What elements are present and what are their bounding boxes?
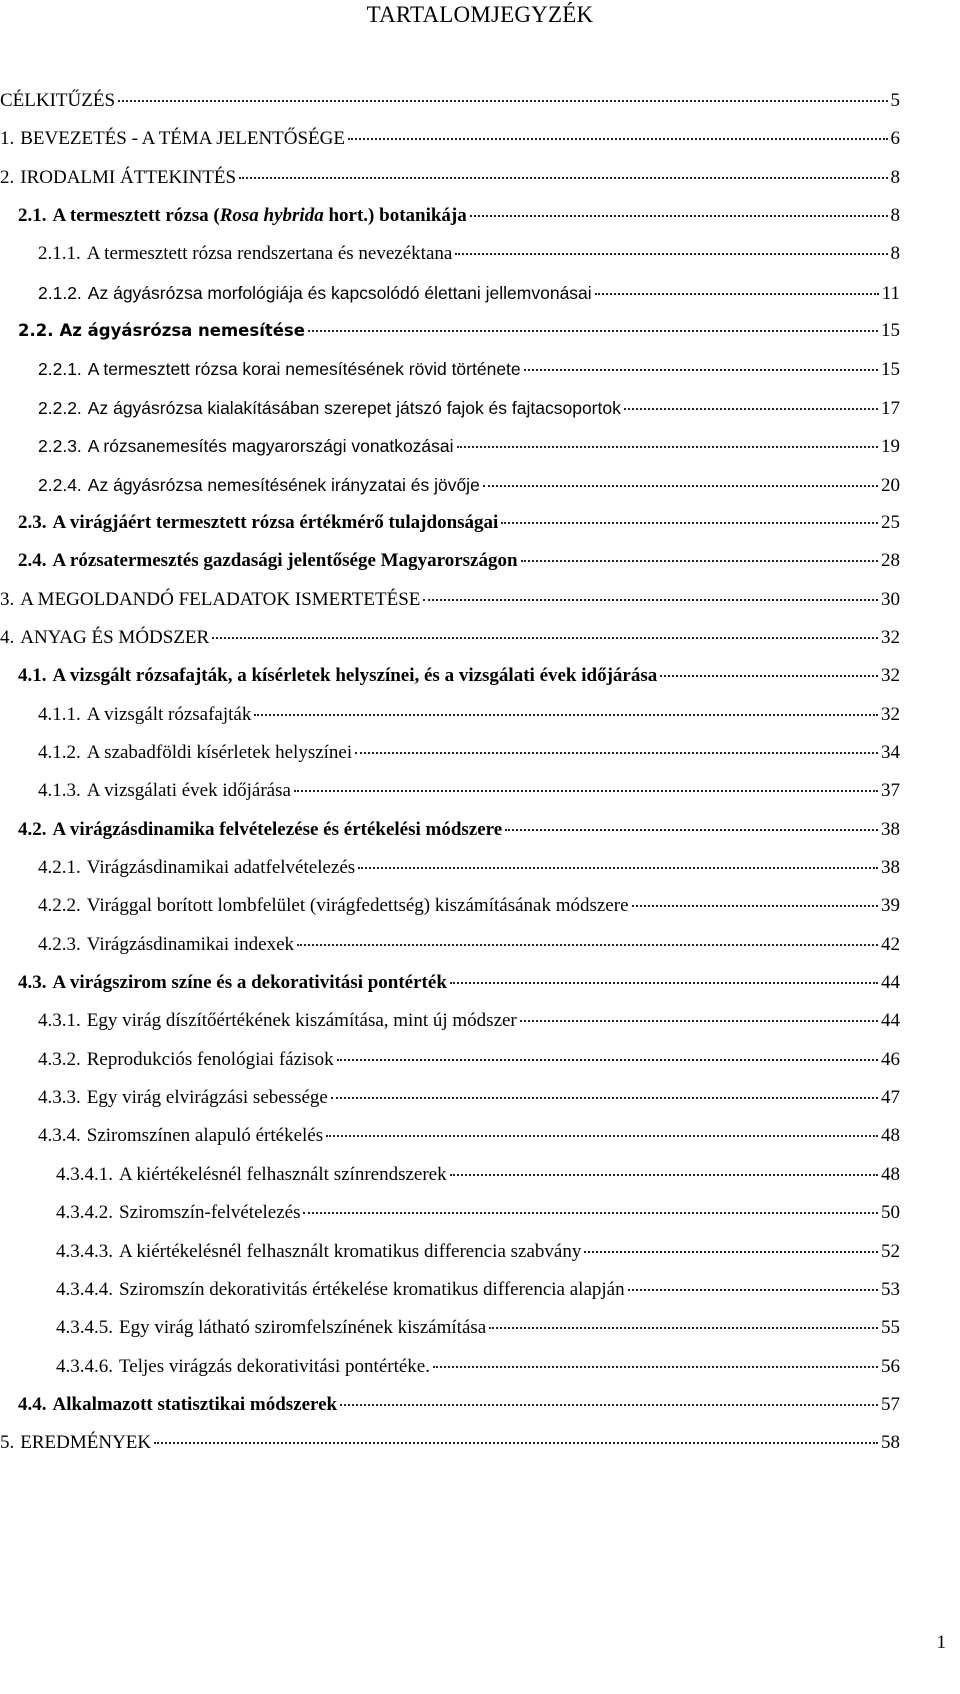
toc-entry[interactable] [0,1430,900,1456]
toc-entry-title: Sziromszínen alapuló értékelés [86,1125,324,1147]
dot-leader [470,215,888,217]
toc-entry[interactable] [38,395,900,421]
toc-entry-number: 4.4. [18,1393,47,1415]
toc-entry-page: 11 [881,282,900,304]
toc-entry-number: 2.1.1. [38,243,81,265]
toc-entry[interactable] [38,855,900,881]
toc-entry-number: 2.1.2. [38,282,82,303]
toc-entry-page: 58 [881,1432,900,1454]
dot-leader [489,1327,878,1329]
toc-entry-title: Egy virág elvirágzási sebessége [86,1087,328,1109]
toc-entry-number: 4.1.1. [38,703,81,725]
toc-entry[interactable] [38,778,900,804]
toc-entry-title: Alkalmazott statisztikai módszerek [52,1393,338,1415]
toc-entry-number: 4.2.3. [38,933,81,955]
page-title: TARTALOMJEGYZÉK [366,2,594,27]
toc-entry-title: A MEGOLDANDÓ FELADATOK ISMERTETÉSE [20,588,421,610]
dot-leader [294,790,878,792]
dot-leader [520,1020,878,1022]
dot-leader [254,714,878,716]
toc-entry-title: A virágzásdinamika felvételezése és értékelési módszere [52,818,503,840]
dot-leader [660,675,878,677]
toc-entry-page: 48 [881,1125,900,1147]
toc-entry[interactable] [0,165,900,191]
dot-leader [358,867,878,869]
toc-entry[interactable] [38,356,900,382]
dot-leader [501,522,878,524]
toc-entry-number: 4.3.4.3. [56,1240,113,1262]
dot-leader [450,982,878,984]
toc-entry-title: A termesztett rózsa korai nemesítésének rövid története [87,359,521,380]
dot-leader [483,485,878,487]
toc-entry-page: 17 [881,397,900,419]
toc-entry-title: Reprodukciós fenológiai fázisok [86,1048,334,1070]
dot-leader [154,1442,878,1444]
toc-entry-page: 55 [881,1317,900,1339]
toc-entry-page: 56 [881,1355,900,1377]
toc-entry[interactable] [0,88,900,114]
toc-entry-number: 4.1.2. [38,741,81,763]
toc-entry-title: A kiértékelésnél felhasznált kromatikus differencia szabvány [119,1240,582,1262]
toc-entry-number: 2.2.2. [38,397,82,418]
toc-entry-title: ANYAG ÉS MÓDSZER [20,626,210,648]
dot-leader [355,752,878,754]
toc-entry-title: A szabadföldi kísérletek helyszínei [86,741,353,763]
toc-entry-title: A virágjáért termesztett rózsa értékmérő tulajdonságai [52,511,499,533]
dot-leader [423,599,878,601]
dot-leader [308,330,878,332]
dot-leader [297,944,878,946]
toc-entry-page: 34 [881,741,900,763]
toc-entry-title-part: Rosa hybrida [219,205,324,227]
dot-leader [331,1097,878,1099]
toc-entry[interactable] [38,1008,900,1034]
dot-leader [212,637,878,639]
toc-entry[interactable] [18,663,900,689]
toc-entry-title: A vizsgált rózsafajták [86,703,252,725]
dot-leader [433,1366,878,1368]
toc-entry-title: Sziromszín-felvételezés [119,1202,301,1224]
toc-entry-number: 1. [0,128,15,150]
toc-entry[interactable] [18,970,900,996]
toc-entry-number: 2.2.4. [38,474,82,495]
toc-entry-number: 4.3.4.4. [56,1278,113,1300]
toc-entry[interactable] [38,241,900,267]
toc-entry[interactable] [38,280,900,306]
toc-entry[interactable] [18,1392,900,1418]
toc-entry-number: 4.1.3. [38,780,81,802]
toc-entry-number: 2.2. [18,321,54,341]
toc-entry-number: 2.4. [18,550,47,572]
toc-entry-number: 2.2.3. [38,436,82,457]
toc-entry-number: 4. [0,626,15,648]
toc-entry-title: A rózsanemesítés magyarországi vonatkozásai [87,436,454,457]
toc-entry-title: Virágzásdinamikai adatfelvételezés [86,857,356,878]
toc-entry-title: A rózsatermesztés gazdasági jelentősége Magyarországon [52,550,518,572]
toc-entry-page: 53 [881,1278,900,1300]
toc-entry[interactable] [0,126,900,152]
toc-entry-page: 6 [890,128,900,150]
page-number: 1 [936,1632,946,1653]
toc-entry-number: 4.3.4.2. [56,1202,113,1224]
toc-entry-page: 28 [881,550,900,572]
toc-entry-title-part: A termesztett rózsa ( [52,205,220,227]
toc-entry-page: 42 [881,933,900,955]
dot-leader [337,1059,878,1061]
toc-entry-number: 4.2.1. [38,857,81,878]
toc-entry-title: IRODALMI ÁTTEKINTÉS [20,166,237,188]
toc-entry-title: Az ágyásrózsa kialakításában szerepet játszó fajok és fajtacsoportok [87,397,621,418]
toc-entry-number: 4.3.4.5. [56,1317,113,1339]
toc-entry-page: 50 [881,1202,900,1224]
toc-entry[interactable] [38,740,900,766]
toc-entry[interactable] [0,587,900,613]
toc-entry-page: 8 [890,166,900,188]
dot-leader [524,369,878,371]
toc-entry-page: 8 [890,205,900,227]
toc-entry-title: EREDMÉNYEK [20,1432,152,1454]
toc-entry[interactable] [56,1354,900,1380]
toc-entry-number: 3. [0,588,15,610]
dot-leader [303,1212,878,1214]
dot-leader [595,293,879,295]
dot-leader [348,138,888,140]
dot-leader [455,253,887,255]
toc-entry-page: 57 [881,1393,900,1415]
toc-entry-title: Az ágyásrózsa nemesítésének irányzatai és jövője [87,474,480,495]
dot-leader [628,1289,878,1291]
toc-entry-page: 15 [881,320,900,342]
dot-leader [450,1174,878,1176]
toc-entry-page: 39 [881,895,900,917]
toc-entry-number: 4.3.2. [38,1048,81,1070]
toc-entry-title: Egy virág látható sziromfelszínének kiszámítása [119,1317,487,1339]
toc-entry[interactable] [38,932,900,958]
toc-entry-number: 4.3.4.6. [56,1355,113,1377]
toc-entry-page: 37 [881,780,900,802]
toc-entry-page: 30 [881,588,900,610]
dot-leader [521,560,878,562]
dot-leader [624,408,878,410]
toc-entry[interactable] [38,702,900,728]
toc-entry-number: 2.3. [18,511,47,533]
toc-entry[interactable] [38,433,900,459]
toc-entry-page: 32 [881,626,900,648]
toc-entry-title: Egy virág díszítőértékének kiszámítása, mint új módszer [86,1010,517,1032]
dot-leader [505,829,878,831]
toc-entry-page: 19 [881,436,900,458]
toc-entry-title [53,203,467,229]
dot-leader [632,905,878,907]
toc-entry-page: 25 [881,511,900,533]
toc-entry-title: A termesztett rózsa rendszertana és nevezéktana [86,243,453,265]
toc-entry[interactable] [38,1123,900,1149]
toc-entry-number: 2. [0,166,15,188]
toc-entry-number: 4.3. [18,972,47,994]
toc-entry-page: 20 [881,474,900,496]
toc-entry-title: A kiértékelésnél felhasznált színrendszerek [119,1163,447,1185]
toc-entry-title: Virágzásdinamikai indexek [86,933,295,955]
toc-entry-number: 2.1. [18,205,47,227]
toc-entry-page: 15 [881,359,900,381]
toc-entry-number: 4.3.4.1. [56,1163,113,1185]
toc-entry[interactable] [18,548,900,574]
toc-entry-title: A virágszirom színe és a dekorativitási pontérték [52,972,447,994]
toc-entry[interactable] [56,1277,900,1303]
toc-entry[interactable] [56,1162,900,1188]
toc-entry[interactable] [38,1085,900,1111]
toc-entry[interactable] [56,1315,900,1341]
toc-entry-title: CÉLKITŰZÉS [0,90,116,111]
toc-entry-page: 44 [881,1010,900,1032]
toc-entry-title: Teljes virágzás dekorativitási pontértéke. [119,1355,430,1377]
toc-entry-title: A vizsgált rózsafajták, a kísérletek helyszínei, és a vizsgálati évek időjárása [52,665,658,687]
toc-entry-number: 4.3.3. [38,1087,81,1109]
toc-entry-page: 5 [890,90,900,111]
toc-entry[interactable] [38,893,900,919]
toc-entry-page: 44 [881,972,900,994]
toc-entry-page: 38 [881,818,900,840]
dot-leader [239,177,887,179]
toc-entry[interactable] [56,1239,900,1265]
dot-leader [457,446,878,448]
toc-entry-page: 47 [881,1087,900,1109]
toc-entry-title-part: hort.) botanikája [323,205,467,227]
toc-entry-number: 4.2.2. [38,895,81,917]
toc-entry-title: Sziromszín dekorativitás értékelése kromatikus differencia alapján [119,1278,625,1300]
toc-entry-title: A vizsgálati évek időjárása [86,780,291,802]
toc-entry-number: 5. [0,1432,15,1454]
dot-leader [584,1251,878,1253]
toc-entry-number: 2.2.1. [38,359,82,380]
toc-entry[interactable] [18,817,900,843]
toc-entry-title: Az ágyásrózsa morfológiája és kapcsolódó élettani jellemvonásai [87,282,592,303]
toc-entry[interactable] [18,318,900,344]
toc-entry-page: 52 [881,1240,900,1262]
toc-entry[interactable] [38,1047,900,1073]
toc-entry-number: 4.3.1. [38,1010,81,1032]
toc-entry-number: 4.3.4. [38,1125,81,1147]
toc-entry-page: 38 [881,857,900,878]
toc-entry[interactable] [18,510,900,536]
dot-leader [326,1135,878,1137]
toc-entry-title: Az ágyásrózsa nemesítése [59,321,305,341]
toc-entry-title: BEVEZETÉS - A TÉMA JELENTŐSÉGE [20,128,345,150]
toc-entry[interactable] [18,203,900,229]
toc-entry[interactable] [0,625,900,651]
toc-entry[interactable] [38,472,900,498]
toc-entry-page: 32 [881,703,900,725]
toc-entry-page: 48 [881,1163,900,1185]
toc-entry-number: 4.1. [18,665,47,687]
dot-leader [118,100,887,102]
toc-entry[interactable] [56,1200,900,1226]
toc-entry-page: 8 [890,243,900,265]
dot-leader [340,1404,878,1406]
toc-entry-number: 4.2. [18,818,47,840]
toc-entry-page: 46 [881,1048,900,1070]
toc-entry-title: Virággal borított lombfelület (virágfedettség) kiszámításának módszere [86,895,629,917]
toc-entry-page: 32 [881,665,900,687]
